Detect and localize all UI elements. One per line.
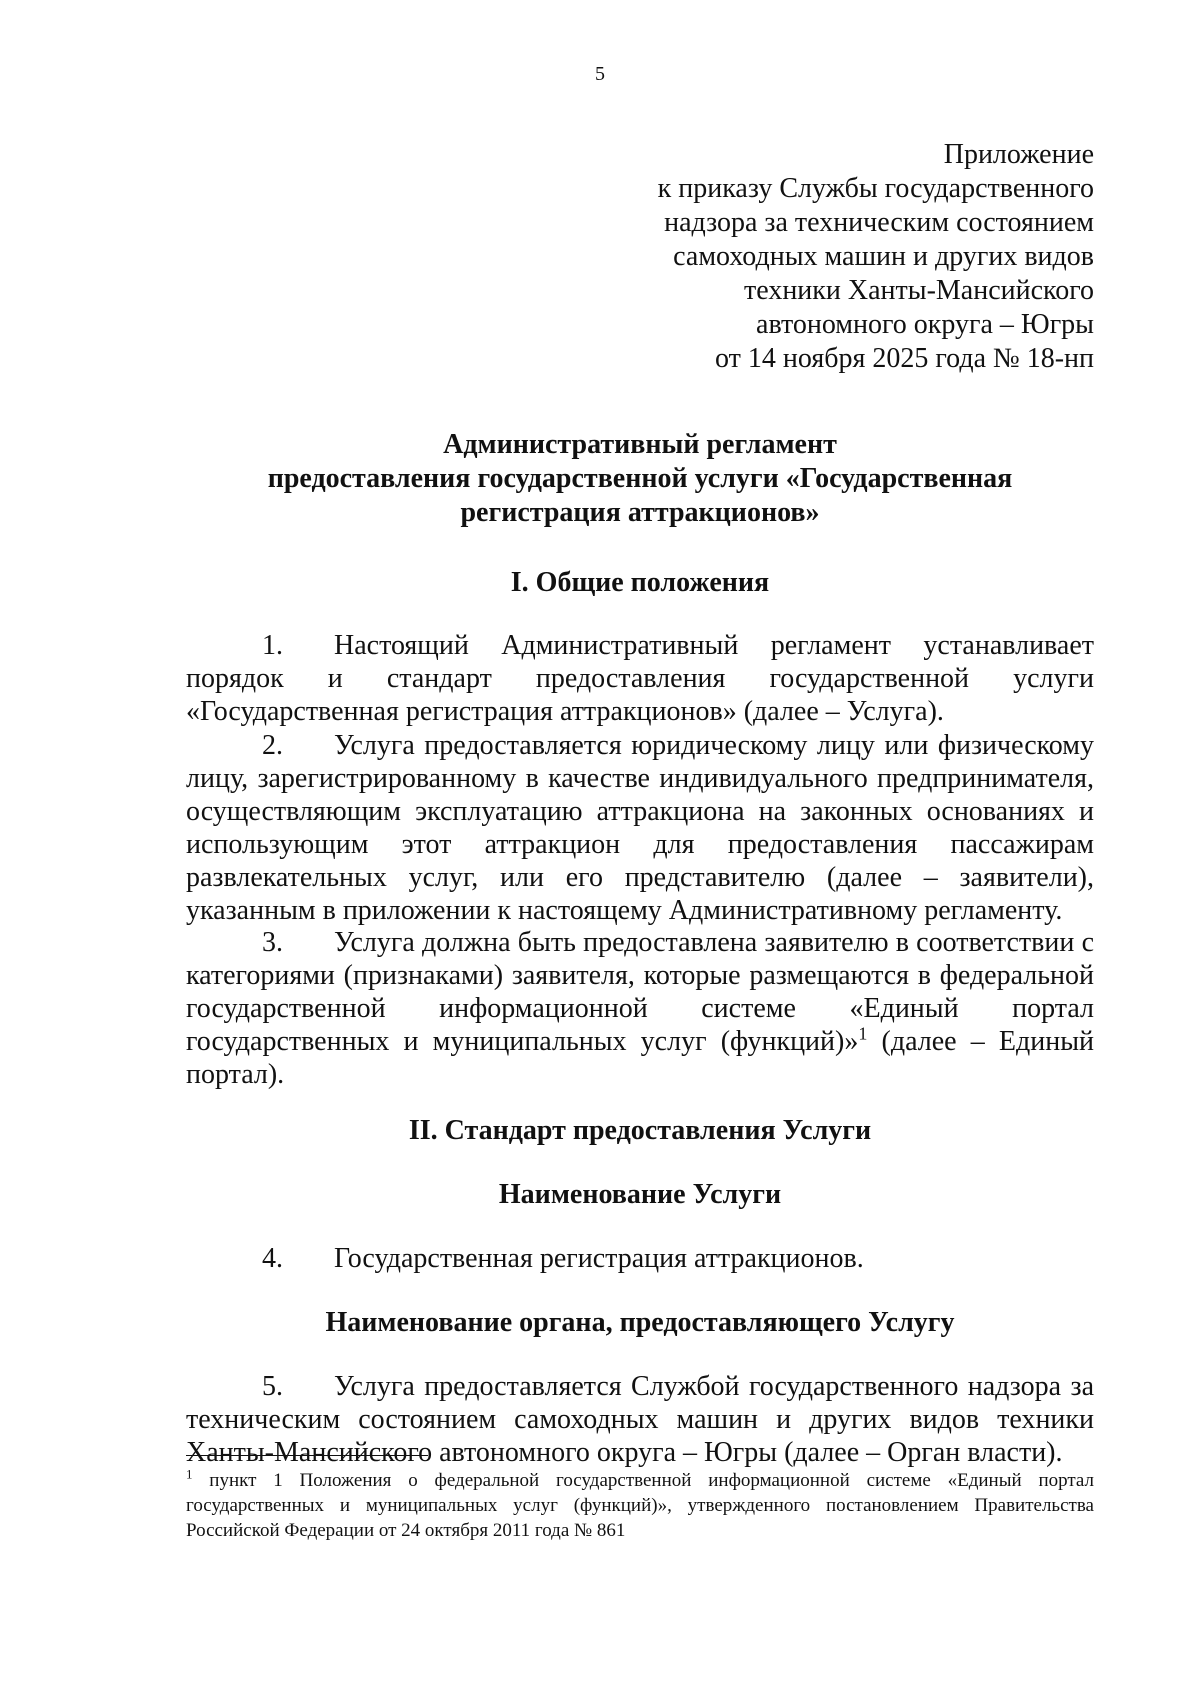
section-2-heading: II. Стандарт предоставления Услуги xyxy=(408,1115,872,1146)
paragraph-text: Услуга предоставляется юридическому лицу или физическому лицу, зарегистрированному в качестве индивидуального предпринимателя, осуществляющим эксплуатацию аттракциона на законных основаниях и использующим этот аттракцион для предоставления пассажирам развлекательных услуг, или его представителю (далее – заявители), указанным в приложении к настоящему Административному регламенту. xyxy=(186,730,1094,926)
annex-line: техники Ханты-Мансийского xyxy=(744,275,1094,306)
paragraph-number: 5. xyxy=(262,1371,283,1402)
paragraph-4 xyxy=(186,1242,1094,1275)
section-1-heading: I. Общие положения xyxy=(510,567,770,598)
annex-line: от 14 ноября 2025 года № 18-нп xyxy=(715,343,1094,374)
subsection-heading-service-name: Наименование Услуги xyxy=(498,1179,782,1210)
footnote xyxy=(186,1468,1094,1543)
paragraph-number: 4. xyxy=(262,1243,283,1274)
subsection-heading-authority: Наименование органа, предоставляющего Услугу xyxy=(325,1307,955,1338)
paragraph-1 xyxy=(186,629,1094,728)
page-number: 5 xyxy=(595,63,605,85)
annex-line: надзора за техническим состоянием xyxy=(664,207,1094,238)
paragraph-text: Государственная регистрация аттракционов. xyxy=(334,1243,864,1274)
paragraph-text: Услуга должна быть предоставлена заявителю в соответствии с категориями (признаками) заявителя, которые размещаются в федеральной государственной информационной системе «Единый портал государственных и муниципальных услуг (функций)» xyxy=(186,927,1094,1057)
annex-line: автономного округа – Югры xyxy=(756,309,1094,340)
title-line: регистрация аттракционов» xyxy=(460,497,820,528)
paragraph-2 xyxy=(186,729,1094,927)
annex-header xyxy=(534,138,1094,376)
footnote-mark: 1 xyxy=(186,1466,193,1482)
annex-line: Приложение xyxy=(943,139,1094,170)
paragraph-3 xyxy=(186,926,1094,1091)
paragraph-number: 3. xyxy=(262,927,283,958)
footnote-text: пункт 1 Положения о федеральной государственной информационной системе «Единый портал государственных и муниципальных услуг (функций)», утвержденного постановлением Правительства Российской Федерации от 24 октября 2011 года № 861 xyxy=(186,1470,1094,1541)
paragraph-number: 2. xyxy=(262,730,283,761)
footnote-divider xyxy=(186,1455,428,1456)
document-title xyxy=(186,428,1094,530)
paragraph-number: 1. xyxy=(262,630,283,661)
paragraph-text: Настоящий Административный регламент устанавливает порядок и стандарт предоставления государственной услуги «Государственная регистрация аттракционов» (далее – Услуга). xyxy=(186,630,1094,727)
annex-line: к приказу Службы государственного xyxy=(657,173,1094,204)
annex-line: самоходных машин и других видов xyxy=(673,241,1094,272)
title-line: Административный регламент xyxy=(443,429,837,460)
paragraph-text-continued: (далее – Единый портал). xyxy=(186,1026,1095,1090)
footnote-reference: 1 xyxy=(858,1023,868,1044)
paragraph-text: Услуга предоставляется Службой государственного надзора за техническим состоянием самоходных машин и других видов техники Ханты-Мансийского автономного округа – Югры (далее – Орган власти). xyxy=(186,1371,1094,1468)
title-line: предоставления государственной услуги «Государственная xyxy=(267,463,1013,494)
